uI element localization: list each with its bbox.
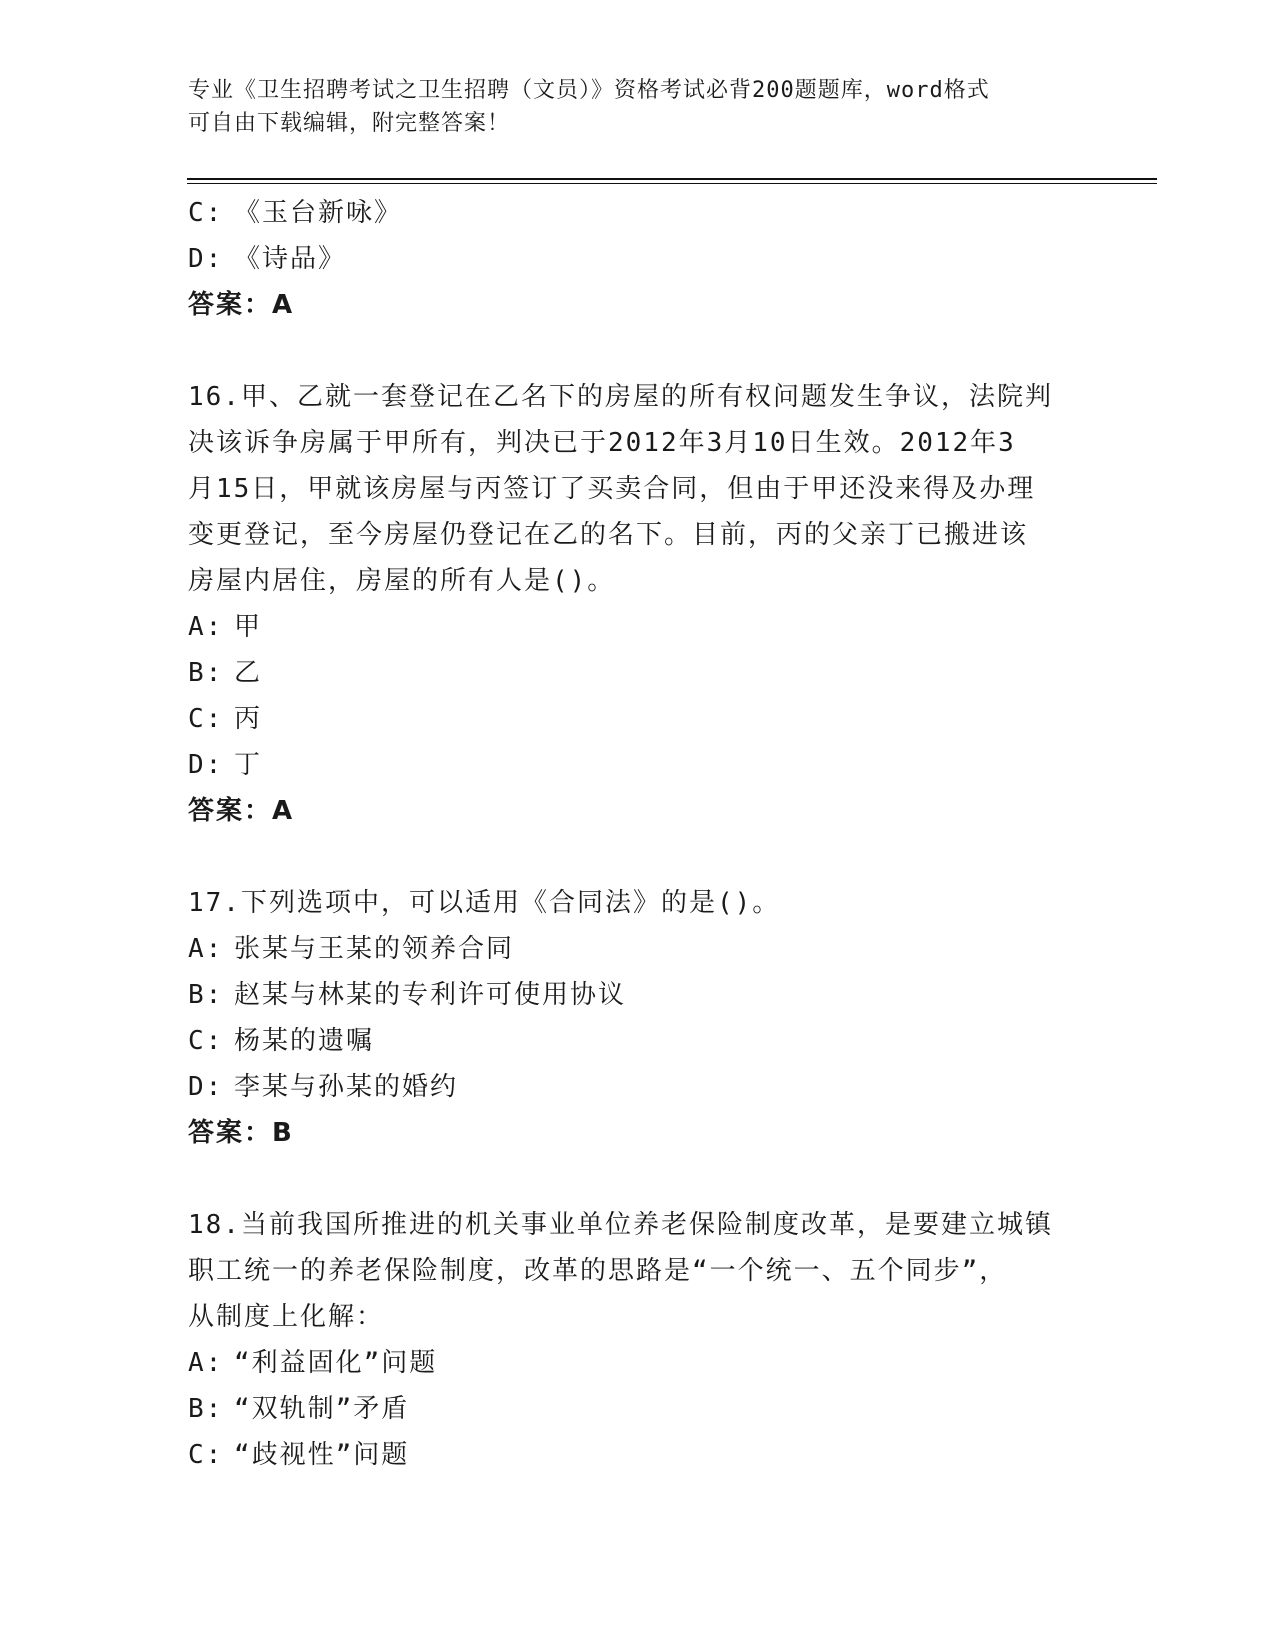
spacer [188, 328, 1088, 374]
option-text: 李某与孙某的婚约 [234, 1072, 459, 1102]
option-line [188, 650, 1088, 696]
document-header [188, 74, 1068, 140]
option-key: A: [188, 612, 224, 642]
option-text: 乙 [234, 658, 263, 688]
option-text: “歧视性”问题 [234, 1440, 410, 1470]
option-line [188, 1386, 1088, 1432]
option-line [188, 972, 1088, 1018]
question-stem-line: 房屋内居住，房屋的所有人是()。 [188, 566, 616, 596]
question-18-block [188, 1202, 1088, 1478]
option-line [188, 1018, 1088, 1064]
option-key: B: [188, 980, 224, 1010]
answer-line: 答案：A [188, 290, 295, 320]
option-text: 丙 [234, 704, 263, 734]
question-stem-line: 变更登记，至今房屋仍登记在乙的名下。目前，丙的父亲丁已搬进该 [188, 520, 1029, 550]
option-key: D: [188, 244, 224, 274]
question-stem-line: 16.甲、乙就一套登记在乙名下的房屋的所有权问题发生争议，法院判 [188, 382, 1053, 412]
prev-question-block [188, 190, 1088, 328]
answer-line: 答案：B [188, 1118, 294, 1148]
option-text: 丁 [234, 750, 263, 780]
option-text: 《玉台新咏》 [234, 198, 403, 228]
header-divider-thick [187, 178, 1157, 180]
spacer [188, 834, 1088, 880]
question-stem-line: 职工统一的养老保险制度，改革的思路是“一个统一、五个同步”， [188, 1256, 1008, 1286]
option-line [188, 604, 1088, 650]
option-key: C: [188, 198, 224, 228]
option-key: D: [188, 750, 224, 780]
header-line-1: 专业《卫生招聘考试之卫生招聘（文员）》资格考试必背200题题库，word格式 [188, 78, 990, 103]
option-line [188, 236, 1088, 282]
option-text: 张某与王某的领养合同 [234, 934, 515, 964]
option-key: A: [188, 934, 224, 964]
option-line [188, 1340, 1088, 1386]
header-line-2: 可自由下载编辑，附完整答案！ [188, 111, 511, 136]
question-stem-line: 18.当前我国所推进的机关事业单位养老保险制度改革，是要建立城镇 [188, 1210, 1053, 1240]
option-line [188, 742, 1088, 788]
question-17-block [188, 880, 1088, 1156]
option-key: D: [188, 1072, 224, 1102]
spacer [188, 1156, 1088, 1202]
header-divider-thin [187, 183, 1157, 184]
option-line [188, 1064, 1088, 1110]
question-stem-line: 决该诉争房属于甲所有，判决已于2012年3月10日生效。2012年3 [188, 428, 1016, 458]
answer-line: 答案：A [188, 796, 295, 826]
option-key: A: [188, 1348, 224, 1378]
question-stem-line: 17.下列选项中，可以适用《合同法》的是()。 [188, 888, 781, 918]
option-line [188, 190, 1088, 236]
option-text: “利益固化”问题 [234, 1348, 438, 1378]
option-line [188, 926, 1088, 972]
question-stem-line: 从制度上化解： [188, 1302, 385, 1332]
option-text: “双轨制”矛盾 [234, 1394, 410, 1424]
document-body [188, 190, 1088, 1478]
option-text: 《诗品》 [234, 244, 347, 274]
option-text: 杨某的遗嘱 [234, 1026, 375, 1056]
option-text: 赵某与林某的专利许可使用协议 [234, 980, 627, 1010]
option-line [188, 696, 1088, 742]
option-key: C: [188, 704, 224, 734]
option-key: B: [188, 658, 224, 688]
option-key: B: [188, 1394, 224, 1424]
question-16-block [188, 374, 1088, 834]
option-text: 甲 [234, 612, 263, 642]
option-key: C: [188, 1026, 224, 1056]
option-line [188, 1432, 1088, 1478]
question-stem-line: 月15日，甲就该房屋与丙签订了买卖合同，但由于甲还没来得及办理 [188, 474, 1036, 504]
option-key: C: [188, 1440, 224, 1470]
